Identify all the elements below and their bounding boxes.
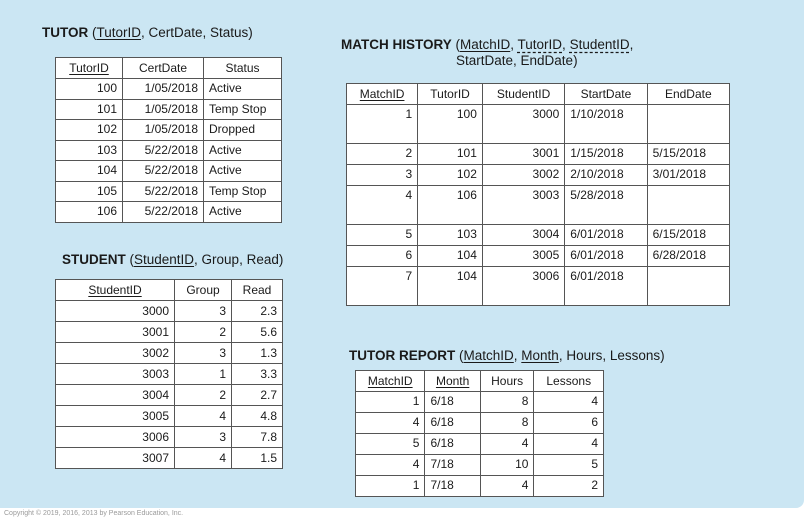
table-cell: 6 bbox=[347, 246, 418, 267]
table-cell: 3003 bbox=[56, 364, 175, 385]
table-row bbox=[347, 267, 730, 306]
table-row bbox=[347, 225, 730, 246]
table-cell: 3000 bbox=[56, 301, 175, 322]
table-cell: 2.3 bbox=[232, 301, 283, 322]
match-history-title-line2 bbox=[456, 53, 578, 69]
match-history-relation-title: MATCH HISTORY (MatchID, TutorID, StudentID, bbox=[341, 37, 634, 52]
relation-name: MATCH HISTORY bbox=[341, 37, 452, 52]
table-header-row bbox=[56, 280, 283, 301]
table-cell: 1 bbox=[356, 476, 425, 497]
table-cell: 5 bbox=[356, 434, 425, 455]
table-cell: 3001 bbox=[482, 144, 564, 165]
other-attrs: , CertDate, Status) bbox=[141, 25, 253, 40]
table-cell: 7.8 bbox=[232, 427, 283, 448]
table-cell: 6/15/2018 bbox=[647, 225, 729, 246]
relation-name: TUTOR REPORT bbox=[349, 348, 456, 363]
table-cell: 6/01/2018 bbox=[565, 267, 647, 306]
table-cell: 6/28/2018 bbox=[647, 246, 729, 267]
primary-key-attr: TutorID bbox=[96, 25, 142, 40]
copyright-footer: Copyright © 2019, 2016, 2013 by Pearson Education, Inc. bbox=[4, 510, 184, 517]
table-cell: 3005 bbox=[56, 406, 175, 427]
table-cell: 1/05/2018 bbox=[123, 99, 204, 120]
table-cell: 1/10/2018 bbox=[565, 105, 647, 144]
primary-key-attr: StudentID bbox=[134, 252, 195, 267]
table-row bbox=[56, 343, 283, 364]
table-cell: 1.5 bbox=[232, 448, 283, 469]
primary-key-attr: Month bbox=[521, 348, 559, 363]
column-header-read: Read bbox=[232, 280, 283, 301]
table-cell: 4 bbox=[480, 434, 534, 455]
table-cell: 104 bbox=[56, 161, 123, 182]
column-header-month: Month bbox=[425, 371, 480, 392]
relation-name: STUDENT bbox=[62, 252, 126, 267]
column-header-hours: Hours bbox=[480, 371, 534, 392]
table-cell: 104 bbox=[418, 246, 483, 267]
table-cell: 3.3 bbox=[232, 364, 283, 385]
student-relation-title bbox=[62, 252, 283, 268]
table-cell: 102 bbox=[418, 165, 483, 186]
foreign-key-attr: TutorID bbox=[517, 37, 563, 52]
column-header-matchid: MatchID bbox=[347, 84, 418, 105]
table-cell: 100 bbox=[418, 105, 483, 144]
table-cell: 1 bbox=[347, 105, 418, 144]
tutor-report-relation-title: TUTOR REPORT (MatchID, Month, Hours, Lessons) bbox=[349, 348, 665, 363]
relation-name: TUTOR bbox=[42, 25, 89, 40]
table-cell: 5/22/2018 bbox=[123, 161, 204, 182]
column-header-tutorid: TutorID bbox=[418, 84, 483, 105]
table-cell: 4 bbox=[347, 186, 418, 225]
table-cell: 5/22/2018 bbox=[123, 181, 204, 202]
table-cell: 3001 bbox=[56, 322, 175, 343]
table-row bbox=[56, 427, 283, 448]
primary-key-attr: MatchID bbox=[463, 348, 514, 363]
table-cell: 3/01/2018 bbox=[647, 165, 729, 186]
table-cell: 2 bbox=[175, 322, 232, 343]
column-header-enddate: EndDate bbox=[647, 84, 729, 105]
match-history-table bbox=[346, 83, 730, 306]
table-cell: 101 bbox=[56, 99, 123, 120]
table-cell: Active bbox=[204, 202, 282, 223]
table-cell: Active bbox=[204, 161, 282, 182]
table-row bbox=[56, 322, 283, 343]
table-row bbox=[356, 413, 604, 434]
table-cell: 6/18 bbox=[425, 434, 480, 455]
other-attrs: StartDate, EndDate) bbox=[456, 53, 578, 68]
table-cell: Active bbox=[204, 79, 282, 100]
table-cell: 7/18 bbox=[425, 455, 480, 476]
table-row bbox=[56, 406, 283, 427]
table-cell: Active bbox=[204, 140, 282, 161]
table-cell: 8 bbox=[480, 392, 534, 413]
paren-open: ( bbox=[455, 348, 464, 363]
table-cell: 3004 bbox=[482, 225, 564, 246]
tutor-table bbox=[55, 57, 282, 223]
column-header-matchid: MatchID bbox=[356, 371, 425, 392]
table-cell: 7/18 bbox=[425, 476, 480, 497]
other-attrs: , Hours, Lessons) bbox=[558, 348, 665, 363]
table-row bbox=[56, 99, 282, 120]
foreign-key-attr: StudentID bbox=[569, 37, 630, 52]
table-cell: 5.6 bbox=[232, 322, 283, 343]
table-cell: 4 bbox=[480, 476, 534, 497]
table-header-row bbox=[356, 371, 604, 392]
table-header-row bbox=[347, 84, 730, 105]
table-cell bbox=[647, 267, 729, 306]
column-header-lessons: Lessons bbox=[534, 371, 604, 392]
table-cell: 5 bbox=[347, 225, 418, 246]
table-cell: 6/01/2018 bbox=[565, 225, 647, 246]
table-cell: 1.3 bbox=[232, 343, 283, 364]
table-cell: 5/28/2018 bbox=[565, 186, 647, 225]
table-row bbox=[56, 140, 282, 161]
table-row bbox=[347, 246, 730, 267]
table-cell: 103 bbox=[56, 140, 123, 161]
table-cell: 104 bbox=[418, 267, 483, 306]
table-cell: 6/01/2018 bbox=[565, 246, 647, 267]
table-cell: 102 bbox=[56, 120, 123, 141]
table-row bbox=[347, 186, 730, 225]
paren-open: ( bbox=[88, 25, 97, 40]
student-table bbox=[55, 279, 283, 469]
table-row bbox=[56, 364, 283, 385]
table-cell: 3007 bbox=[56, 448, 175, 469]
table-row bbox=[56, 181, 282, 202]
table-cell: 2 bbox=[175, 385, 232, 406]
primary-key-attr: MatchID bbox=[460, 37, 511, 52]
table-cell: 3 bbox=[175, 427, 232, 448]
table-cell: 101 bbox=[418, 144, 483, 165]
table-cell: 2 bbox=[534, 476, 604, 497]
column-header-studentid: StudentID bbox=[482, 84, 564, 105]
table-cell: Dropped bbox=[204, 120, 282, 141]
table-row bbox=[56, 79, 282, 100]
table-cell: 5/15/2018 bbox=[647, 144, 729, 165]
table-cell: 4 bbox=[175, 448, 232, 469]
table-cell: 2/10/2018 bbox=[565, 165, 647, 186]
table-cell: 5 bbox=[534, 455, 604, 476]
table-cell: 7 bbox=[347, 267, 418, 306]
column-header-studentid: StudentID bbox=[56, 280, 175, 301]
table-row bbox=[356, 392, 604, 413]
table-cell: 103 bbox=[418, 225, 483, 246]
table-row bbox=[56, 202, 282, 223]
table-cell: 4 bbox=[534, 392, 604, 413]
table-row bbox=[347, 105, 730, 144]
tutor-relation-title bbox=[42, 25, 253, 41]
paren-open: ( bbox=[125, 252, 134, 267]
table-header-row bbox=[56, 58, 282, 79]
column-header-startdate: StartDate bbox=[565, 84, 647, 105]
table-cell: 3000 bbox=[482, 105, 564, 144]
table-cell: 4 bbox=[356, 455, 425, 476]
table-cell: 2.7 bbox=[232, 385, 283, 406]
table-cell: 106 bbox=[418, 186, 483, 225]
table-row bbox=[347, 144, 730, 165]
table-row bbox=[56, 161, 282, 182]
table-cell: 3006 bbox=[482, 267, 564, 306]
table-row bbox=[347, 165, 730, 186]
table-cell bbox=[647, 105, 729, 144]
table-cell: 3006 bbox=[56, 427, 175, 448]
table-row bbox=[56, 448, 283, 469]
table-cell: 1 bbox=[356, 392, 425, 413]
table-cell: 8 bbox=[480, 413, 534, 434]
table-row bbox=[356, 455, 604, 476]
table-row bbox=[56, 120, 282, 141]
column-header-status: Status bbox=[204, 58, 282, 79]
table-cell bbox=[647, 186, 729, 225]
table-cell: 2 bbox=[347, 144, 418, 165]
table-cell: 105 bbox=[56, 181, 123, 202]
table-cell: 3003 bbox=[482, 186, 564, 225]
table-cell: 3 bbox=[175, 301, 232, 322]
paren-open: ( bbox=[451, 37, 460, 52]
table-cell: 5/22/2018 bbox=[123, 140, 204, 161]
column-header-certdate: CertDate bbox=[123, 58, 204, 79]
table-cell: Temp Stop bbox=[204, 181, 282, 202]
table-cell: 6 bbox=[534, 413, 604, 434]
table-cell: 6/18 bbox=[425, 413, 480, 434]
table-row bbox=[56, 301, 283, 322]
table-row bbox=[356, 434, 604, 455]
table-cell: 3002 bbox=[56, 343, 175, 364]
table-cell: 4 bbox=[356, 413, 425, 434]
table-cell: 3 bbox=[347, 165, 418, 186]
table-cell: Temp Stop bbox=[204, 99, 282, 120]
column-header-tutorid: TutorID bbox=[56, 58, 123, 79]
table-cell: 3005 bbox=[482, 246, 564, 267]
table-cell: 3002 bbox=[482, 165, 564, 186]
table-cell: 4.8 bbox=[232, 406, 283, 427]
other-attrs: , Group, Read) bbox=[194, 252, 284, 267]
table-cell: 106 bbox=[56, 202, 123, 223]
table-cell: 4 bbox=[534, 434, 604, 455]
table-cell: 3 bbox=[175, 343, 232, 364]
table-cell: 10 bbox=[480, 455, 534, 476]
table-cell: 5/22/2018 bbox=[123, 202, 204, 223]
table-cell: 4 bbox=[175, 406, 232, 427]
table-cell: 6/18 bbox=[425, 392, 480, 413]
table-row bbox=[56, 385, 283, 406]
table-cell: 1/05/2018 bbox=[123, 79, 204, 100]
table-cell: 3004 bbox=[56, 385, 175, 406]
table-cell: 1/15/2018 bbox=[565, 144, 647, 165]
column-header-group: Group bbox=[175, 280, 232, 301]
table-row bbox=[356, 476, 604, 497]
table-cell: 1 bbox=[175, 364, 232, 385]
table-cell: 100 bbox=[56, 79, 123, 100]
table-cell: 1/05/2018 bbox=[123, 120, 204, 141]
tutor-report-table bbox=[355, 370, 604, 497]
